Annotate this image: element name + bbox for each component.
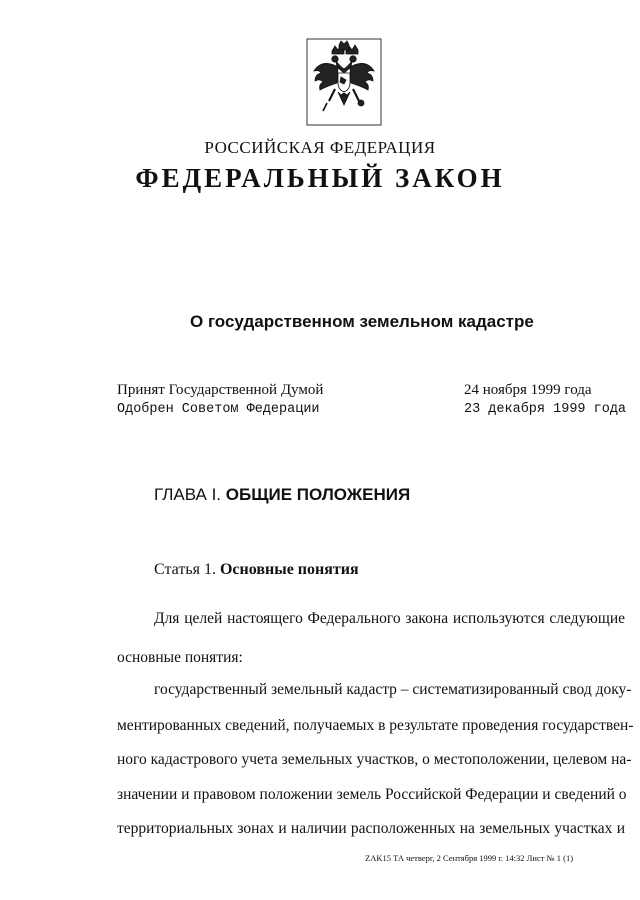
- body-line: значении и правовом положении земель Российской Федерации и сведений о: [117, 786, 627, 803]
- duma-adoption-label: Принят Государственной Думой: [117, 382, 324, 398]
- document-type-heading: ФЕДЕРАЛЬНЫЙ ЗАКОН: [135, 163, 505, 193]
- body-line: ного кадастрового учета земельных участков, о местоположении, целевом на-: [117, 751, 632, 768]
- article-prefix: Статья 1.: [154, 561, 216, 578]
- body-line: территориальных зонах и наличии расположенных на земельных участках и: [117, 820, 625, 837]
- article-title: Основные понятия: [219, 561, 359, 578]
- article-heading: [154, 561, 359, 579]
- coat-of-arms-icon: [305, 37, 383, 127]
- body-line: государственный земельный кадастр – систематизированный свод доку-: [154, 681, 632, 698]
- body-line: основные понятия:: [117, 649, 243, 666]
- page-footer: ZAK15 ТА четверг, 2 Сентября 1999 г. 14:32 Лист № 1 (1): [365, 853, 574, 863]
- council-approval-label: Одобрен Советом Федерации: [117, 402, 320, 417]
- country-name: РОССИЙСКАЯ ФЕДЕРАЦИЯ: [204, 138, 436, 157]
- council-approval-date: 23 декабря 1999 года: [464, 402, 627, 417]
- chapter-prefix: ГЛАВА I.: [154, 485, 222, 504]
- law-title: О государственном земельном кадастре: [190, 312, 534, 331]
- body-line: Для целей настоящего Федерального закона используются следующие: [154, 610, 625, 627]
- duma-adoption-date: 24 ноября 1999 года: [464, 382, 592, 398]
- chapter-heading: [154, 485, 410, 505]
- body-line: ментированных сведений, получаемых в результате проведения государствен-: [117, 717, 634, 734]
- chapter-title: ОБЩИЕ ПОЛОЖЕНИЯ: [225, 485, 411, 504]
